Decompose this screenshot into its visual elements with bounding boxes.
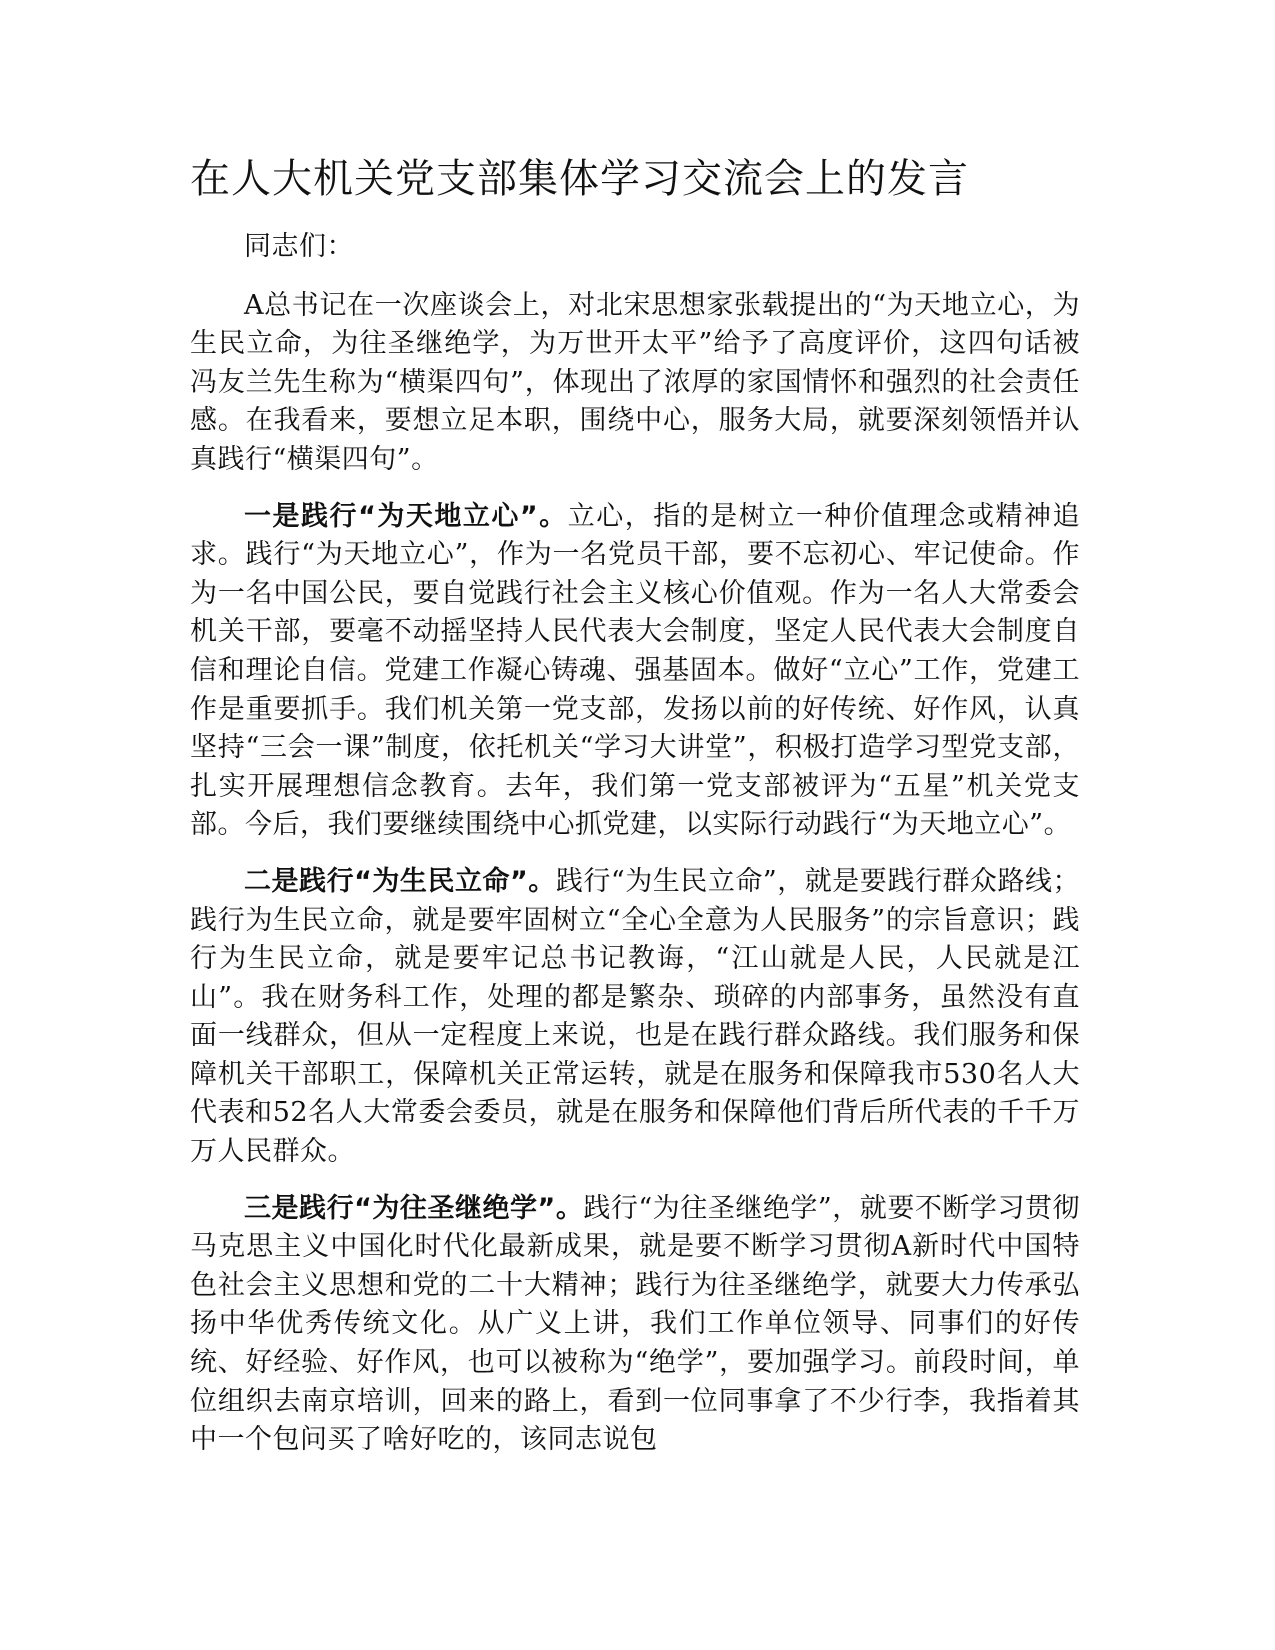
section-lead: 二是践行“为生民立命”。 bbox=[244, 865, 556, 897]
section-paragraph-2 bbox=[190, 863, 1080, 1172]
intro-paragraph: A总书记在一次座谈会上，对北宋思想家张载提出的“为天地立心，为生民立命，为往圣继绝学，为万世开太平”给予了高度评价，这四句话被冯友兰先生称为“横渠四句”，体现出了浓厚的家国情怀和强烈的社会责任感。在我看来，要想立足本职，围绕中心，服务大局，就要深刻领悟并认真践行“横渠四句”。 bbox=[190, 289, 1080, 475]
section-text: 践行“为生民立命”，就是要践行群众路线；践行为生民立命，就是要牢固树立“全心全意为人民服务”的宗旨意识；践行为生民立命，就是要牢记总书记教诲，“江山就是人民，人民就是江山”。我在财务科工作，处理的都是繁杂、琐碎的内部事务，虽然没有直面一线群众，但从一定程度上来说，也是在践行群众路线。我们服务和保障机关干部职工，保障机关正常运转，就是在服务和保障我市530名人大代表和52名人大常委会委员，就是在服务和保障他们背后所代表的千千万万人民群众。 bbox=[190, 865, 1080, 1168]
section-lead: 三是践行“为往圣继绝学”。 bbox=[244, 1192, 584, 1224]
greeting-paragraph: 同志们： bbox=[244, 231, 354, 262]
section-lead: 一是践行“为天地立心”。 bbox=[244, 500, 568, 532]
section-text: 践行“为往圣继绝学”，就要不断学习贯彻马克思主义中国化时代化最新成果，就是要不断学习贯彻A新时代中国特色社会主义思想和党的二十大精神；践行为往圣继绝学，就要大力传承弘扬中华优秀传统文化。从广义上讲，我们工作单位领导、同事们的好传统、好经验、好作风，也可以被称为“绝学”，要加强学习。前段时间，单位组织去南京培训，回来的路上，看到一位同事拿了不少行李，我指着其中一个包问买了啥好吃的，该同志说包 bbox=[190, 1192, 1080, 1456]
document-title: 在人大机关党支部集体学习交流会上的发言 bbox=[190, 156, 969, 202]
section-text: 立心，指的是树立一种价值理念或精神追求。践行“为天地立心”，作为一名党员干部，要不忘初心、牢记使命。作为一名中国公民，要自觉践行社会主义核心价值观。作为一名人大常委会机关干部，要毫不动摇坚持人民代表大会制度，坚定人民代表大会制度自信和理论自信。党建工作凝心铸魂、强基固本。做好“立心”工作，党建工作是重要抓手。我们机关第一党支部，发扬以前的好传统、好作风，认真坚持“三会一课”制度，依托机关“学习大讲堂”，积极打造学习型党支部，扎实开展理想信念教育。去年，我们第一党支部被评为“五星”机关党支部。今后，我们要继续围绕中心抓党建，以实际行动践行“为天地立心”。 bbox=[190, 500, 1080, 841]
section-paragraph-1 bbox=[190, 498, 1080, 845]
document-body bbox=[190, 150, 1080, 1478]
section-paragraph-3 bbox=[190, 1190, 1080, 1460]
